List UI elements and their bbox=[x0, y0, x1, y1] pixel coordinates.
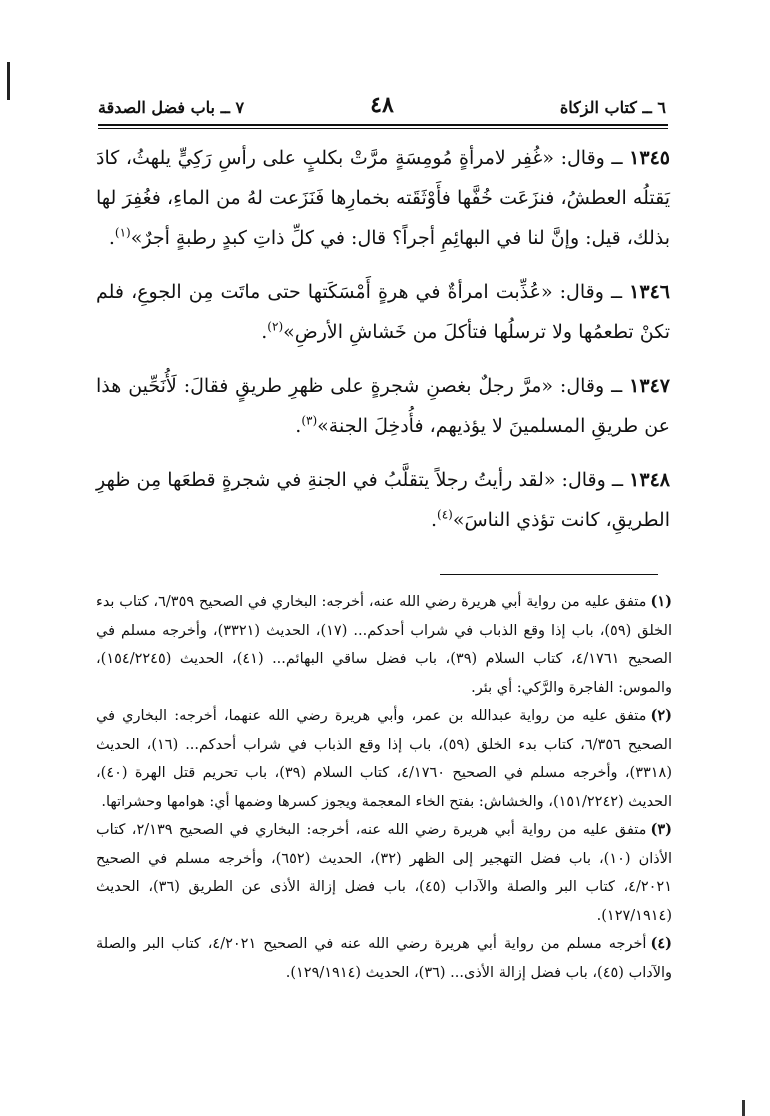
hadith-paragraph: ١٣٤٦ ــ وقال: «عُذِّبت امرأةٌ في هرةٍ أَمْسَكَتها حتى ماتَت مِن الجوعِ، فلم تكنْ تطعمُها ولا ترسلُها فتأكلَ من خَشاشِ الأرضِ»$^{(٢)}$. bbox=[96, 281, 670, 343]
footnote-ref: (٢) bbox=[267, 319, 284, 334]
footnotes bbox=[96, 588, 672, 987]
footnote-ref: (٤) bbox=[437, 507, 453, 522]
footnote-number: (٢) bbox=[650, 707, 672, 724]
chapter-title: ٦ ــ كتاب الزكاة bbox=[559, 98, 666, 117]
hadith-number: ١٣٤٧ bbox=[629, 375, 670, 397]
running-header bbox=[98, 92, 666, 122]
hadith-paragraph: ١٣٤٥ ــ وقال: «غُفِر لامرأةٍ مُومِسَةٍ مرَّتْ بكلبٍ على رأسِ رَكِيٍّ يلهثُ، كادَ يَقتلُه العطشُ، فنزَعَت خُفَّها فأَوْثَقَته بخمارِها فَنَزَعت لهُ من الماءِ، فغُفِرَ لها بذلك، قيل: وإنَّ لنا في البهائِمِ أجراً؟ قال: في كلِّ ذاتِ كبدٍ رطبةٍ أجرٌ»$^{(١)}$. bbox=[96, 147, 670, 249]
footnote-text: متفق عليه من رواية عبدالله بن عمر، وأبي هريرة رضي الله عنهما، أخرجه: البخاري في الصحيح ٦/٣٥٦، كتاب بدء الخلق (٥٩)، باب إذا وقع الذباب في شراب أحدكم... (١٦)، الحديث (٣٣١٨)، وأخرجه مسلم في الصحيح ٤/١٧٦٠، كتاب السلام (٣٩)، باب تحريم قتل الهرة (٤٠)، الحديث (١٥١/٢٢٤٢)، والخشاش: بفتح الخاء المعجمة ويجوز كسرها وضمها أي: هوامها وحشراتها. bbox=[96, 708, 673, 810]
hadith-number: ١٣٤٥ bbox=[629, 147, 670, 169]
footnote-separator bbox=[440, 574, 658, 575]
footnote-ref: (١) bbox=[114, 225, 131, 240]
footnote bbox=[96, 702, 672, 816]
footnote-number: (١) bbox=[650, 593, 672, 610]
footnote-number: (٤) bbox=[650, 935, 672, 952]
hadith-number: ١٣٤٦ bbox=[629, 281, 670, 303]
footnote-text: أخرجه مسلم من رواية أبي هريرة رضي الله عنه في الصحيح ٤/٢٠٢١، كتاب البر والصلة والآداب (٤٥)، باب فضل إزالة الأذى... (٣٦)، الحديث (١٢٩/١٩١٤). bbox=[96, 936, 672, 981]
footnote-number: (٣) bbox=[650, 821, 672, 838]
hadith-paragraph: ١٣٤٨ ــ وقال: «لقد رأيتُ رجلاً يتقلَّبُ في الجنةِ في شجرةٍ قطعَها مِن ظهرِ الطريقِ، كانت تؤذي الناسَ»$^{(٤)}$. bbox=[96, 469, 670, 531]
footnote-text: متفق عليه من رواية أبي هريرة رضي الله عنه، أخرجه: البخاري في الصحيح ٢/١٣٩، كتاب الأذان (١٠)، باب فضل التهجير إلى الظهر (٣٢)، الحديث (٦٥٢)، وأخرجه مسلم في الصحيح ٤/٢٠٢١، كتاب البر والصلة والآداب (٤٥)، باب فضل إزالة الأذى عن الطريق (٣٦)، الحديث (١٢٧/١٩١٤). bbox=[96, 822, 673, 924]
hadith-number: ١٣٤٨ bbox=[629, 469, 670, 491]
hadith-text: ــ وقال: «غُفِر لامرأةٍ مُومِسَةٍ مرَّتْ بكلبٍ على رأسِ رَكِيٍّ يلهثُ، كادَ يَقتلُه العطشُ، فنزَعَت خُفَّها فأَوْثَقَته بخمارِها فَنَزَعت لهُ من الماءِ، فغُفِرَ لها بذلك، قيل: وإنَّ لنا في البهائِمِ أجراً؟ قال: في كلِّ ذاتِ كبدٍ رطبةٍ أجرٌ» bbox=[96, 147, 670, 249]
corner-mark bbox=[742, 1100, 745, 1116]
header-rule bbox=[98, 124, 668, 129]
page-number: ٤٨ bbox=[370, 92, 394, 118]
hadith-text: ــ وقال: «عُذِّبت امرأةٌ في هرةٍ أَمْسَكَتها حتى ماتَت مِن الجوعِ، فلم تكنْ تطعمُها ولا ترسلُها فتأكلَ من خَشاشِ الأرضِ» bbox=[96, 281, 670, 343]
hadith-body bbox=[96, 138, 670, 554]
footnote-ref: (٣) bbox=[301, 413, 318, 428]
footnote-text: متفق عليه من رواية أبي هريرة رضي الله عنه، أخرجه: البخاري في الصحيح ٦/٣٥٩، كتاب بدء الخلق (٥٩)، باب إذا وقع الذباب في شراب أحدكم... (١٧)، الحديث (٣٣٢١)، وأخرجه مسلم في الصحيح ٤/١٧٦١، كتاب السلام (٣٩)، باب فضل ساقي البهائم... (٤١)، الحديث (١٥٤/٢٢٤٥)، والموس: الفاجرة والرَّكي: أي بئر. bbox=[96, 594, 673, 696]
hadith-paragraph: ١٣٤٧ ــ وقال: «مرَّ رجلٌ بغصنِ شجرةٍ على ظهرِ طريقٍ فقالَ: لَأُنَحِّين هذا عن طريقِ المسلمينَ لا يؤذيهم، فأُدخِلَ الجنة»$^{(٣)}$. bbox=[96, 375, 670, 437]
hadith-text: ــ وقال: «مرَّ رجلٌ بغصنِ شجرةٍ على ظهرِ طريقٍ فقالَ: لَأُنَحِّين هذا عن طريقِ المسلمينَ لا يؤذيهم، فأُدخِلَ الجنة» bbox=[96, 375, 670, 437]
hadith-text: ــ وقال: «لقد رأيتُ رجلاً يتقلَّبُ في الجنةِ في شجرةٍ قطعَها مِن ظهرِ الطريقِ، كانت تؤذي الناسَ» bbox=[96, 469, 670, 531]
margin-mark bbox=[7, 62, 10, 100]
section-title: ٧ ــ باب فضل الصدقة bbox=[98, 98, 245, 117]
footnote bbox=[96, 588, 672, 702]
footnote bbox=[96, 816, 672, 930]
footnote bbox=[96, 930, 672, 987]
